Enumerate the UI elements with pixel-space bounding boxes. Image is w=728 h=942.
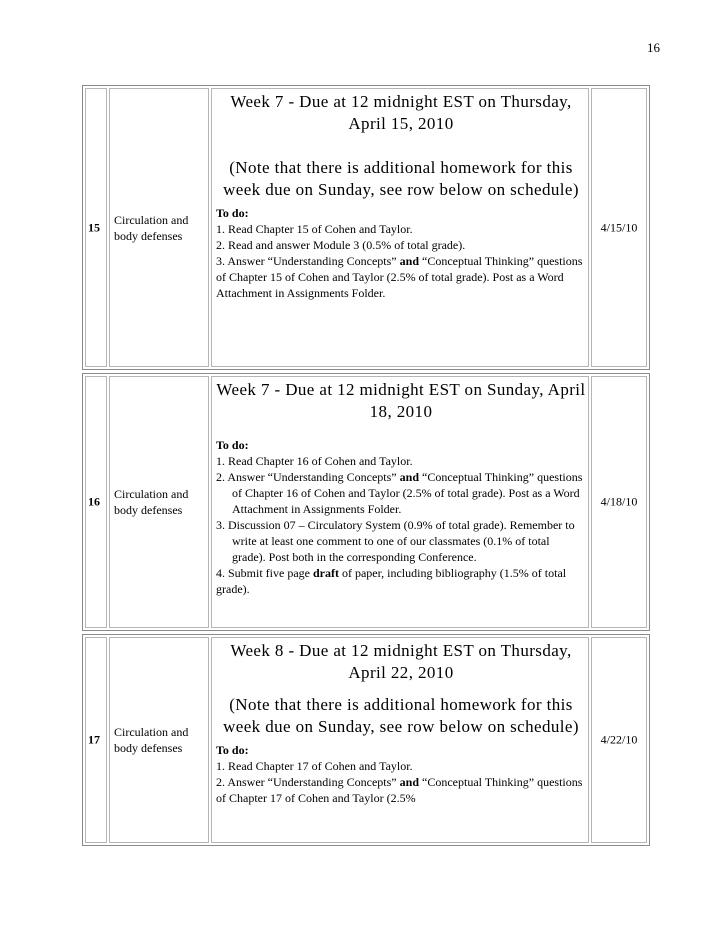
topic: Circulation and body defenses [114, 487, 189, 517]
todo-item: 1. Read Chapter 16 of Cohen and Taylor. [216, 454, 413, 468]
table-row [82, 373, 650, 631]
due-date: 4/18/10 [600, 494, 638, 509]
todo-item: 3. Discussion 07 – Circulatory System (0.9% of total grade). Remember to write at least one comment to one of our classmates (0.1% of total grade). Post both in the corresponding Conference. [216, 518, 575, 564]
due-date-cell [591, 88, 647, 367]
todo-item: 4. Submit five page draft of paper, including bibliography (1.5% of total grade). [216, 566, 567, 596]
week-heading: Week 7 - Due at 12 midnight EST on Sunday, April 18, 2010 [216, 380, 586, 421]
week-heading: Week 7 - Due at 12 midnight EST on Thursday, April 15, 2010 [230, 92, 572, 133]
session-number-cell [85, 88, 107, 367]
week-heading: Week 8 - Due at 12 midnight EST on Thursday, April 22, 2010 [230, 641, 572, 682]
homework-note: (Note that there is additional homework for this week due on Sunday, see row below on schedule) [223, 695, 579, 736]
assignment-cell [211, 88, 589, 367]
topic: Circulation and body defenses [114, 725, 189, 755]
due-date: 4/22/10 [600, 732, 638, 747]
assignment-cell [211, 376, 589, 628]
due-date-cell [591, 376, 647, 628]
session-number-cell [85, 376, 107, 628]
todo-item: 3. Answer “Understanding Concepts” and “Conceptual Thinking” questions of Chapter 15 of Cohen and Taylor (2.5% of total grade). Post as a Word Attachment in Assignments Folder. [216, 254, 583, 300]
topic: Circulation and body defenses [114, 212, 189, 243]
session-number: 16 [88, 494, 100, 509]
todo-item: 2. Read and answer Module 3 (0.5% of total grade). [216, 238, 466, 252]
todo-label: To do: [216, 438, 249, 452]
table-row [82, 85, 650, 370]
todo-label: To do: [216, 743, 249, 757]
topic-cell [109, 88, 209, 367]
session-number-cell [85, 637, 107, 843]
due-date-cell [591, 637, 647, 843]
todo-item: 2. Answer “Understanding Concepts” and “Conceptual Thinking” questions of Chapter 16 of Cohen and Taylor (2.5% of total grade). Post as a Word Attachment in Assignments Folder. [216, 470, 583, 516]
topic-cell [109, 376, 209, 628]
due-date: 4/15/10 [600, 220, 638, 234]
todo-item: 2. Answer “Understanding Concepts” and “Conceptual Thinking” questions of Chapter 17 of Cohen and Taylor (2.5% [216, 775, 583, 805]
assignment-cell [211, 637, 589, 843]
page-number: 16 [647, 40, 660, 55]
table-row [82, 634, 650, 846]
schedule-table [82, 85, 650, 846]
homework-note: (Note that there is additional homework for this week due on Sunday, see row below on schedule) [223, 158, 579, 199]
todo-label: To do: [216, 206, 249, 220]
todo-item: 1. Read Chapter 17 of Cohen and Taylor. [216, 759, 413, 773]
session-number: 15 [88, 220, 100, 234]
todo-item: 1. Read Chapter 15 of Cohen and Taylor. [216, 222, 413, 236]
session-number: 17 [88, 732, 100, 747]
topic-cell [109, 637, 209, 843]
